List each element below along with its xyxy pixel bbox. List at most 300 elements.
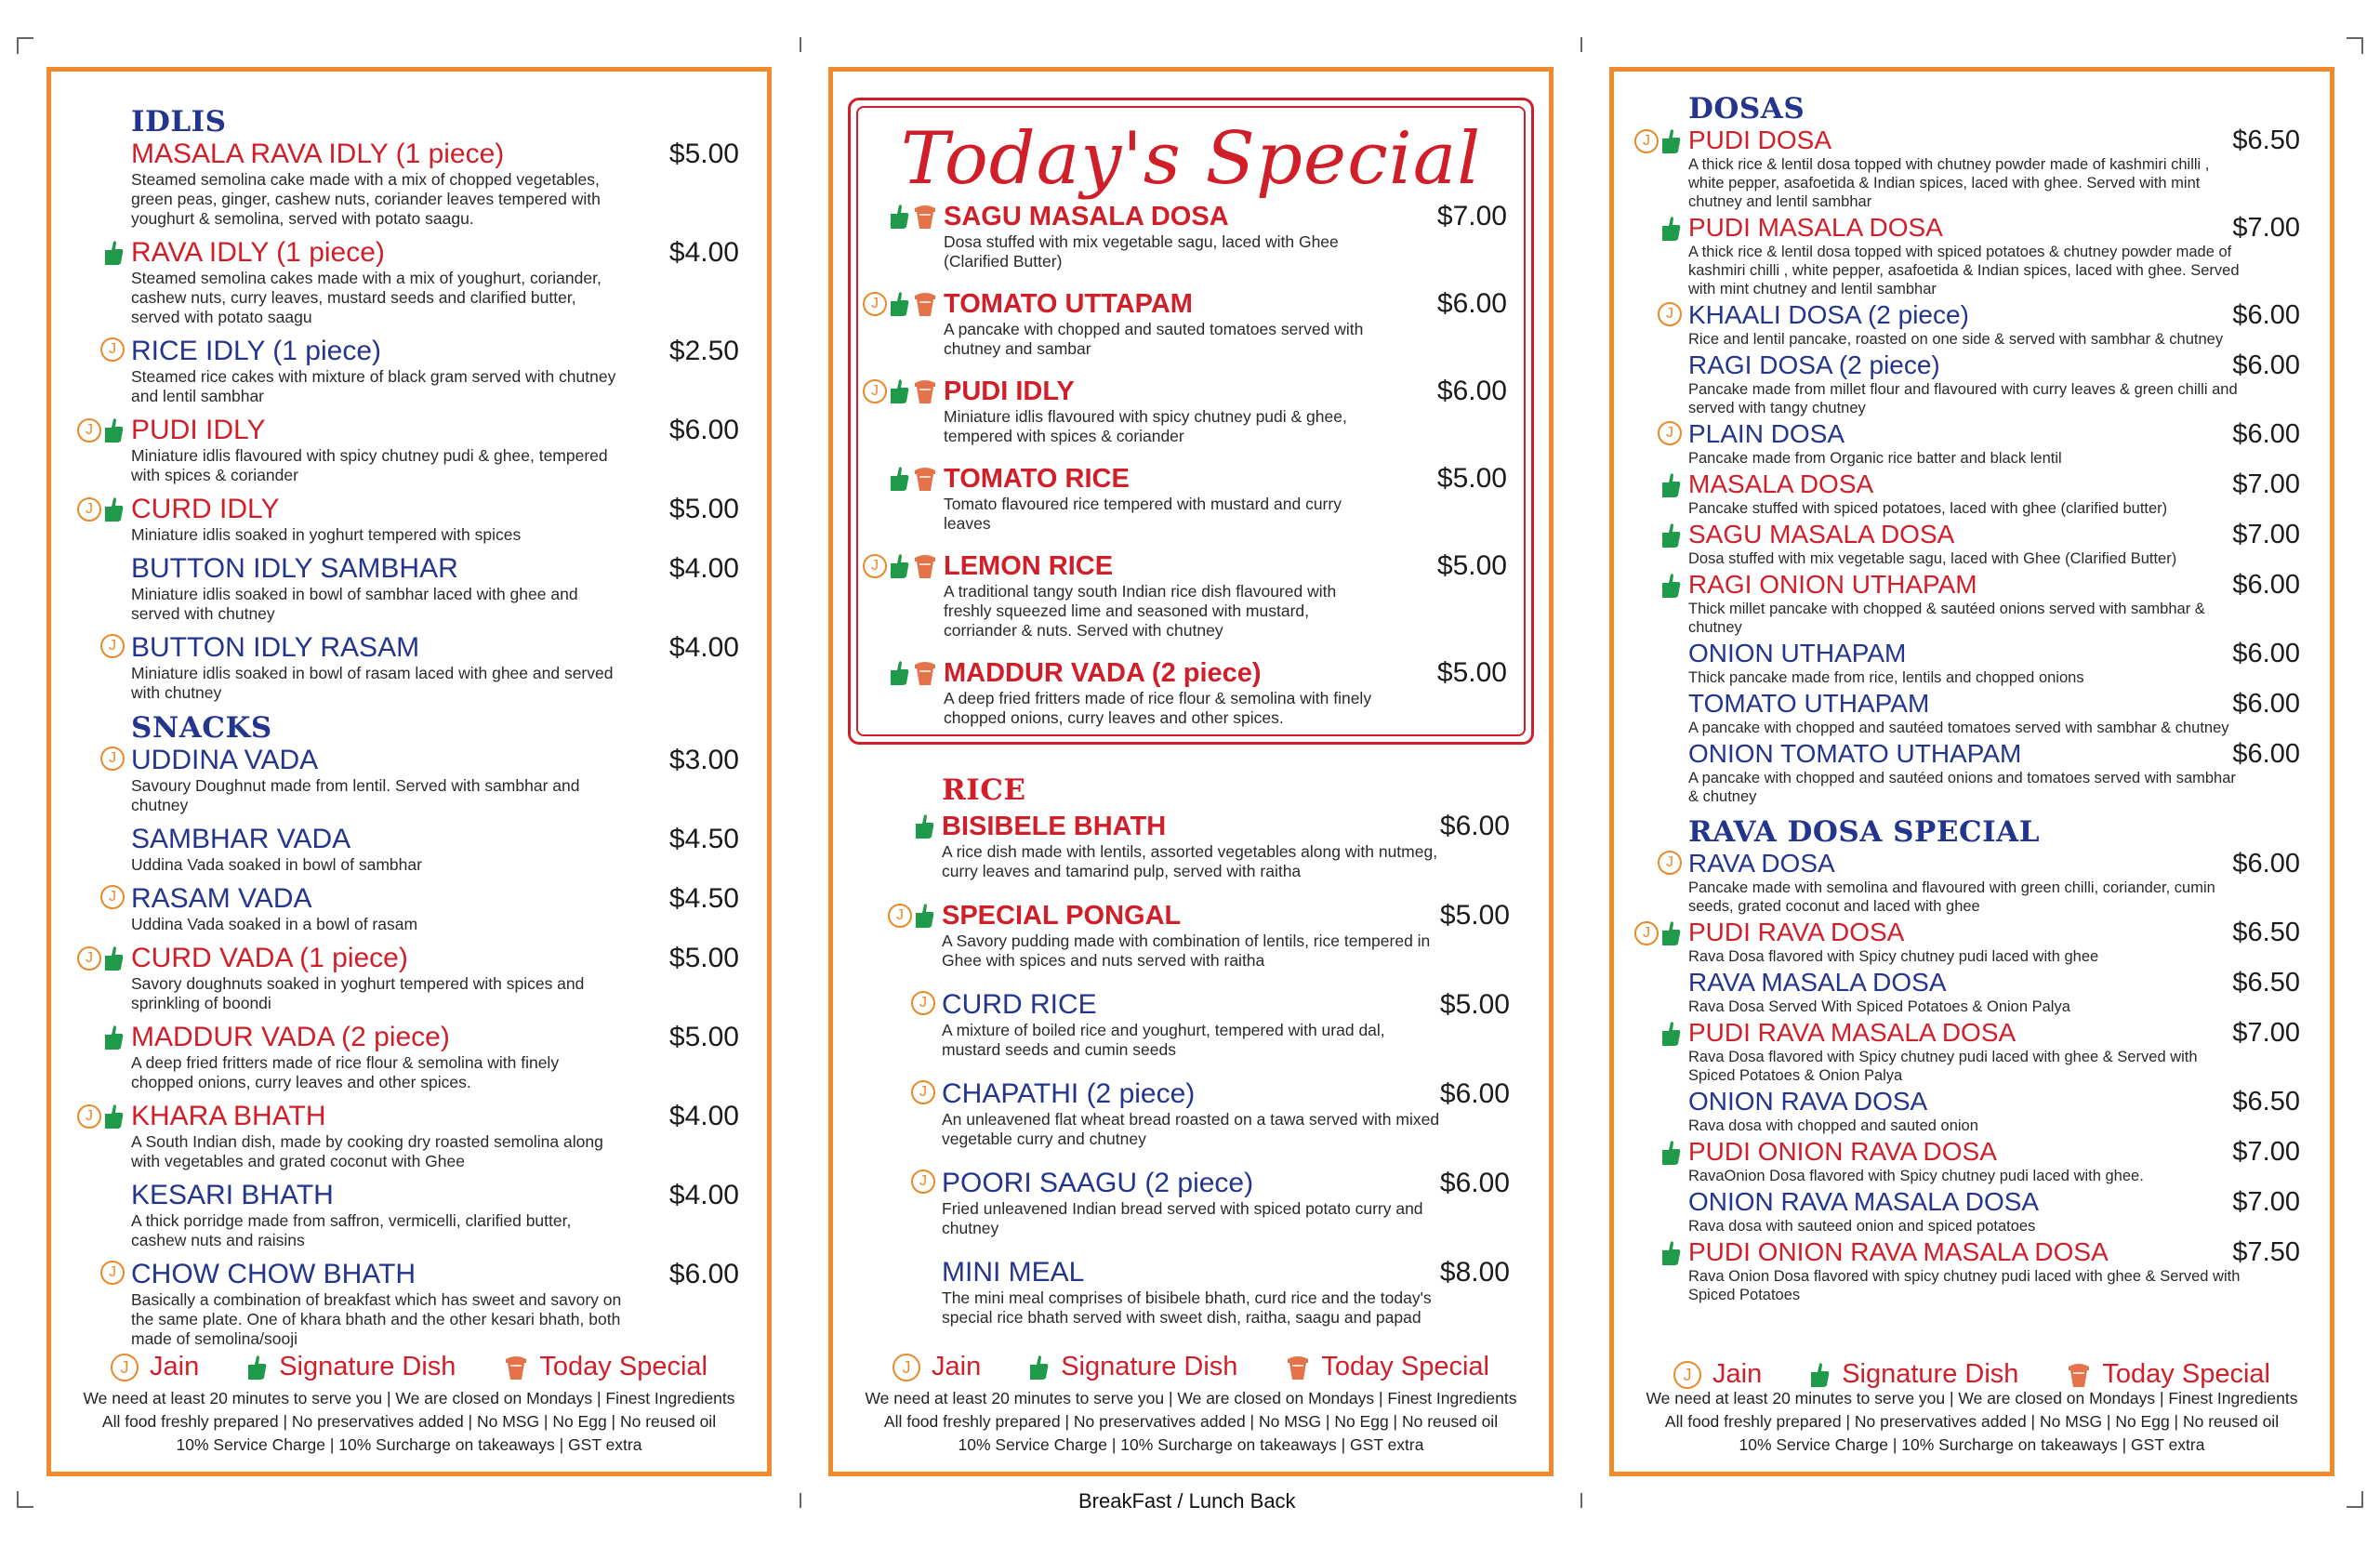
menu-item — [51, 943, 767, 1013]
item-icons — [1658, 851, 1682, 875]
menu-item — [833, 1257, 1549, 1328]
item-icons — [911, 1169, 935, 1194]
footer — [833, 1387, 1549, 1457]
item-name: MADDUR VADA (2 piece) — [131, 1022, 450, 1052]
thumbs-up-icon — [1661, 471, 1682, 499]
item-description: RavaOnion Dosa flavored with Spicy chutney pudi laced with ghee. — [1688, 1168, 2144, 1184]
item-price: $6.00 — [668, 1259, 739, 1289]
jain-icon: J — [1673, 1361, 1701, 1389]
panel-left-content — [51, 72, 767, 1472]
item-icons — [863, 377, 937, 405]
crop-mark — [1580, 37, 1582, 52]
item-name: CHOW CHOW BHATH — [131, 1259, 416, 1289]
item-price: $6.00 — [2232, 300, 2300, 330]
jain-icon: J — [888, 904, 912, 928]
menu-item — [51, 336, 767, 406]
menu-item — [1614, 126, 2330, 211]
jain-icon: J — [100, 1261, 125, 1285]
menu-item — [833, 1168, 1549, 1238]
item-description: A pancake with chopped and sautéed tomatoes served with sambhar & chutney — [1688, 720, 2229, 736]
item-name: PUDI RAVA MASALA DOSA — [1688, 1018, 2016, 1047]
item-name: MASALA RAVA IDLY (1 piece) — [131, 139, 505, 169]
menu-item — [51, 494, 767, 545]
section-title: SNACKS — [131, 711, 272, 745]
jain-icon: J — [863, 292, 887, 316]
legend-jain — [892, 1352, 981, 1382]
item-icons — [1661, 572, 1682, 600]
thumbs-up-icon — [1661, 1239, 1682, 1267]
cup-icon — [1286, 1354, 1310, 1381]
item-price: $6.00 — [2232, 689, 2300, 719]
item-description: Thick millet pancake with chopped & sautéed onions served with sambhar & chutney — [1688, 601, 2205, 636]
rice-section — [833, 773, 1549, 1346]
item-description: Miniature idlis flavoured with spicy chutney pudi & ghee, tempered with spices & coriander — [944, 407, 1347, 445]
thumbs-up-icon — [104, 1024, 125, 1051]
item-description: Pancake made from Organic rice batter and black lentil — [1688, 450, 2062, 467]
footer-line: All food freshly prepared | No preservatives added | No MSG | No Egg | No reused oil — [101, 1412, 717, 1431]
item-price: $6.00 — [1439, 1078, 1510, 1109]
menu-item — [1614, 1187, 2330, 1235]
crop-mark — [17, 37, 33, 39]
footer-line: 10% Service Charge | 10% Surcharge on takeaways | GST extra — [1739, 1435, 2205, 1454]
item-name: CURD IDLY — [131, 494, 280, 524]
menu-item — [1614, 849, 2330, 916]
thumbs-up-icon — [915, 902, 935, 930]
footer-line: All food freshly prepared | No preservatives added | No MSG | No Egg | No reused oil — [1664, 1412, 2280, 1431]
item-icons — [863, 552, 937, 580]
legend-jain-label: Jain — [1712, 1359, 1763, 1389]
item-description: Pancake made from millet flour and flavoured with curry leaves & green chilli and served with tangy chutney — [1688, 381, 2238, 416]
item-price: $6.50 — [2232, 968, 2300, 998]
footer-line: We need at least 20 minutes to serve you | We are closed on Mondays | Finest Ingredients — [865, 1389, 1517, 1407]
item-name: MADDUR VADA (2 piece) — [944, 658, 1262, 688]
item-description: Steamed semolina cakes made with a mix of youghurt, coriander, cashew nuts, curry leaves, mustard seeds and clarified butter, served with potato saagu — [131, 269, 602, 326]
todays-special-title: Today's Special — [900, 117, 1482, 201]
item-icons — [77, 496, 125, 523]
item-description: The mini meal comprises of bisibele bhath, curd rice and the today's special rice bhath served with sweet dish, raitha, saagu and papad — [942, 1288, 1432, 1327]
thumbs-up-icon — [1661, 919, 1682, 947]
thumbs-up-icon — [890, 377, 910, 405]
cup-icon — [913, 659, 937, 687]
item-price: $5.00 — [668, 139, 739, 169]
item-price: $7.00 — [2232, 1018, 2300, 1048]
item-description: A pancake with chopped and sauted tomatoes served with chutney and sambar — [944, 320, 1364, 358]
crop-mark — [800, 1493, 801, 1508]
menu-panel-left — [46, 67, 772, 1476]
item-icons — [1634, 919, 1682, 947]
item-icons — [77, 945, 125, 972]
menu-item — [851, 201, 1531, 271]
jain-icon: J — [863, 554, 887, 578]
item-description: A mixture of boiled rice and youghurt, tempered with urad dal, mustard seeds and cumin seeds — [942, 1021, 1385, 1059]
item-name: TOMATO UTHAPAM — [1688, 689, 1930, 718]
item-price: $6.50 — [2232, 126, 2300, 155]
item-name: PUDI MASALA DOSA — [1688, 213, 1943, 242]
item-description: Dosa stuffed with mix vegetable sagu, laced with Ghee (Clarified Butter) — [944, 232, 1339, 271]
menu-item — [833, 900, 1549, 971]
item-price: $2.50 — [668, 336, 739, 366]
item-description: Pancake made with semolina and flavoured with green chilli, coriander, cumin seeds, grated coconut and laced with ghee — [1688, 879, 2215, 915]
thumbs-up-icon — [104, 239, 125, 267]
jain-icon: J — [1634, 129, 1659, 153]
jain-icon: J — [863, 379, 887, 403]
menu-item — [1614, 1087, 2330, 1135]
item-price: $7.00 — [2232, 213, 2300, 243]
menu-item — [51, 824, 767, 875]
menu-item — [51, 139, 767, 229]
item-icons — [915, 813, 935, 840]
item-name: PUDI ONION RAVA DOSA — [1688, 1137, 1997, 1166]
thumbs-up-icon — [1661, 215, 1682, 243]
page-label: BreakFast / Lunch Back — [1078, 1489, 1296, 1513]
item-description: Miniature idlis soaked in bowl of sambhar laced with ghee and served with chutney — [131, 585, 578, 623]
menu-item — [51, 1180, 767, 1250]
item-description: Miniature idlis soaked in bowl of rasam laced with ghee and served with chutney — [131, 664, 614, 702]
item-icons — [100, 1261, 125, 1285]
legend-signature-label: Signature Dish — [1842, 1359, 2019, 1389]
legend-special-label: Today Special — [539, 1352, 707, 1381]
item-icons — [1661, 522, 1682, 549]
item-price: $6.00 — [1439, 1168, 1510, 1198]
item-name: ONION UTHAPAM — [1688, 639, 1907, 667]
legend — [51, 1352, 767, 1382]
item-price: $5.00 — [1439, 900, 1510, 931]
item-price: $5.00 — [1436, 463, 1507, 494]
item-price: $6.00 — [2232, 350, 2300, 380]
thumbs-up-icon — [915, 813, 935, 840]
item-icons — [911, 991, 935, 1015]
thumbs-up-icon — [1029, 1354, 1050, 1381]
cup-icon — [913, 552, 937, 580]
jain-icon: J — [1634, 921, 1659, 945]
item-icons — [100, 747, 125, 771]
item-price: $6.00 — [2232, 419, 2300, 449]
item-name: RAVA DOSA — [1688, 849, 1835, 878]
item-name: TOMATO UTTAPAM — [944, 289, 1193, 319]
footer-line: We need at least 20 minutes to serve you | We are closed on Mondays | Finest Ingredients — [83, 1389, 735, 1407]
crop-mark — [1580, 1493, 1582, 1508]
menu-item — [1614, 739, 2330, 806]
item-name: PUDI ONION RAVA MASALA DOSA — [1688, 1237, 2109, 1266]
item-icons — [1658, 421, 1682, 445]
jain-icon: J — [100, 885, 125, 909]
jain-icon: J — [1658, 851, 1682, 875]
item-description: Rava Dosa Served With Spiced Potatoes & Onion Palya — [1688, 998, 2070, 1015]
item-price: $6.00 — [668, 415, 739, 445]
item-name: SPECIAL PONGAL — [942, 901, 1182, 931]
legend-jain-label: Jain — [932, 1352, 982, 1381]
footer-line: All food freshly prepared | No preservatives added | No MSG | No Egg | No reused oil — [883, 1412, 1499, 1431]
crop-mark — [17, 1506, 33, 1508]
thumbs-up-icon — [104, 945, 125, 972]
item-description: A thick rice & lentil dosa topped with spiced potatoes & chutney powder made of kashmiri chilli , white pepper, asafoetida & Indian spices, laced with ghee. Served with mint chutney and lentil sambhar — [1688, 244, 2240, 297]
section-title: DOSAS — [1688, 92, 1805, 126]
item-name: KESARI BHATH — [131, 1180, 334, 1210]
thumbs-up-icon — [1661, 127, 1682, 155]
item-description: A rice dish made with lentils, assorted vegetables along with nutmeg, curry leaves and tamarind pulp, served with raitha — [942, 842, 1438, 880]
jain-icon: J — [77, 1104, 101, 1129]
thumbs-up-icon — [1810, 1361, 1831, 1389]
item-price: $6.00 — [2232, 739, 2300, 769]
item-icons — [104, 1024, 125, 1051]
menu-item — [51, 553, 767, 624]
menu-item — [1614, 520, 2330, 568]
menu-item — [1614, 350, 2330, 417]
thumbs-up-icon — [890, 290, 910, 318]
item-description: A deep fried fritters made of rice flour & semolina with finely chopped onions, curry leaves and other spices. — [131, 1053, 560, 1091]
menu-item — [833, 989, 1549, 1060]
menu-item — [833, 1078, 1549, 1149]
menu-item — [1614, 300, 2330, 349]
item-name: ONION RAVA DOSA — [1688, 1087, 1928, 1116]
legend-special — [504, 1352, 707, 1382]
menu-item — [51, 415, 767, 485]
jain-icon: J — [100, 337, 125, 362]
crop-mark — [17, 1491, 19, 1508]
menu-item — [1614, 213, 2330, 298]
item-price: $4.00 — [668, 553, 739, 584]
cup-icon — [2067, 1361, 2091, 1389]
item-price: $6.00 — [2232, 639, 2300, 668]
menu-item — [51, 1259, 767, 1349]
legend-jain-label: Jain — [150, 1352, 200, 1381]
item-price: $6.50 — [2232, 918, 2300, 947]
item-icons — [888, 902, 935, 930]
item-name: PUDI IDLY — [131, 415, 266, 445]
thumbs-up-icon — [1661, 1020, 1682, 1048]
jain-icon: J — [911, 1080, 935, 1104]
menu-item — [1614, 419, 2330, 468]
panel-right-content — [1614, 72, 2330, 1472]
item-name: SAMBHAR VADA — [131, 824, 351, 854]
menu-panel-right — [1609, 67, 2334, 1476]
item-description: A pancake with chopped and sautéed onions and tomatoes served with sambhar & chutney — [1688, 770, 2236, 805]
legend — [1614, 1359, 2330, 1390]
item-price: $8.00 — [1439, 1257, 1510, 1288]
cup-icon — [504, 1354, 528, 1381]
item-description: Uddina Vada soaked in bowl of sambhar — [131, 855, 422, 874]
item-icons — [100, 337, 125, 362]
item-price: $6.00 — [2232, 570, 2300, 600]
menu-item — [851, 657, 1531, 728]
item-icons — [1658, 302, 1682, 326]
item-price: $6.00 — [2232, 849, 2300, 879]
jain-icon: J — [77, 946, 101, 971]
item-name: KHARA BHATH — [131, 1101, 326, 1131]
item-price: $7.00 — [2232, 520, 2300, 549]
item-icons — [911, 1080, 935, 1104]
cup-icon — [913, 203, 937, 231]
item-description: Thick pancake made from rice, lentils and chopped onions — [1688, 669, 2084, 686]
jain-icon: J — [77, 418, 101, 443]
thumbs-up-icon — [104, 1103, 125, 1130]
item-name: CURD RICE — [942, 989, 1097, 1020]
item-price: $5.00 — [668, 494, 739, 524]
item-description: Dosa stuffed with mix vegetable sagu, laced with Ghee (Clarified Butter) — [1688, 550, 2177, 567]
menu-item — [51, 632, 767, 703]
menu-panel-center — [828, 67, 1554, 1476]
item-description: A South Indian dish, made by cooking dry roasted semolina along with vegetables and grated coconut with Ghee — [131, 1132, 603, 1170]
footer — [51, 1387, 767, 1457]
item-name: SAGU MASALA DOSA — [1688, 520, 1955, 548]
item-name: PLAIN DOSA — [1688, 419, 1845, 448]
item-description: Basically a combination of breakfast which has sweet and savory on the same plate. One of khara bhath and the other kesari bhath, both made of semolina/sooji — [131, 1290, 622, 1348]
item-name: ONION RAVA MASALA DOSA — [1688, 1187, 2040, 1216]
item-price: $5.00 — [1436, 550, 1507, 581]
jain-icon: J — [111, 1354, 139, 1381]
item-name: CHAPATHI (2 piece) — [942, 1078, 1196, 1109]
item-name: KHAALI DOSA (2 piece) — [1688, 300, 1969, 329]
item-icons — [104, 239, 125, 267]
item-price: $7.00 — [2232, 1187, 2300, 1217]
item-description: Savory doughnuts soaked in yoghurt tempered with spices and sprinkling of boondi — [131, 974, 585, 1012]
thumbs-up-icon — [104, 496, 125, 523]
menu-item — [1614, 570, 2330, 637]
legend-jain — [1673, 1359, 1762, 1390]
item-description: A thick rice & lentil dosa topped with chutney powder made of kashmiri chilli , white pepper, asafoetida & Indian spices, laced with ghee. Served with mint chutney and lentil sambhar — [1688, 156, 2210, 210]
item-icons — [100, 885, 125, 909]
item-description: Rava dosa with chopped and sauted onion — [1688, 1117, 1978, 1134]
item-price: $5.00 — [1439, 989, 1510, 1020]
jain-icon: J — [100, 747, 125, 771]
item-description: Rava dosa with sauteed onion and spiced potatoes — [1688, 1218, 2036, 1235]
legend-signature-label: Signature Dish — [1061, 1352, 1238, 1381]
section-title: RAVA DOSA SPECIAL — [1688, 815, 2041, 849]
cup-icon — [913, 290, 937, 318]
legend-special — [1286, 1352, 1489, 1382]
legend-special — [2067, 1359, 2270, 1390]
item-price: $4.00 — [668, 1180, 739, 1210]
item-name: BISIBELE BHATH — [942, 812, 1167, 841]
item-icons — [77, 416, 125, 444]
item-description: Steamed rice cakes with mixture of black gram served with chutney and lentil sambhar — [131, 367, 616, 405]
item-name: PUDI DOSA — [1688, 126, 1832, 154]
item-name: MINI MEAL — [942, 1257, 1085, 1288]
legend — [833, 1352, 1549, 1382]
footer-line: We need at least 20 minutes to serve you | We are closed on Mondays | Finest Ingredients — [1646, 1389, 2298, 1407]
item-description: A Savory pudding made with combination of lentils, rice tempered in Ghee with spices and nuts served with raitha — [942, 932, 1431, 970]
jain-icon: J — [892, 1354, 920, 1381]
thumbs-up-icon — [1661, 1139, 1682, 1167]
item-price: $3.00 — [668, 745, 739, 775]
menu-item — [1614, 639, 2330, 687]
legend-special-label: Today Special — [1321, 1352, 1489, 1381]
item-name: CURD VADA (1 piece) — [131, 943, 408, 973]
footer-line: 10% Service Charge | 10% Surcharge on takeaways | GST extra — [176, 1435, 642, 1454]
thumbs-up-icon — [1661, 522, 1682, 549]
item-icons — [890, 465, 937, 493]
item-price: $4.50 — [668, 824, 739, 854]
item-icons — [77, 1103, 125, 1130]
item-icons — [890, 203, 937, 231]
thumbs-up-icon — [890, 552, 910, 580]
crop-mark — [2361, 1491, 2363, 1508]
legend-jain — [111, 1352, 199, 1382]
item-price: $5.00 — [668, 943, 739, 973]
item-price: $6.00 — [1436, 376, 1507, 406]
footer — [1614, 1387, 2330, 1457]
crop-mark — [17, 37, 19, 54]
footer-line: 10% Service Charge | 10% Surcharge on takeaways | GST extra — [958, 1435, 1424, 1454]
legend-signature — [1810, 1359, 2018, 1390]
menu-item — [1614, 469, 2330, 518]
menu-item — [1614, 689, 2330, 737]
cup-icon — [913, 377, 937, 405]
item-description: Fried unleavened Indian bread served with spiced potato curry and chutney — [942, 1199, 1423, 1237]
item-price: $6.00 — [1436, 288, 1507, 319]
item-description: Rice and lentil pancake, roasted on one side & served with sambhar & chutney — [1688, 331, 2224, 348]
item-description: Pancake stuffed with spiced potatoes, laced with ghee (clarified butter) — [1688, 500, 2168, 517]
item-price: $4.00 — [668, 237, 739, 268]
item-icons — [1661, 471, 1682, 499]
item-price: $6.00 — [1439, 811, 1510, 841]
item-name: ONION TOMATO UTHAPAM — [1688, 739, 2022, 768]
jain-icon: J — [1658, 302, 1682, 326]
section-title: RICE — [942, 773, 1026, 807]
item-icons — [1634, 127, 1682, 155]
item-price: $7.00 — [2232, 469, 2300, 499]
legend-signature-label: Signature Dish — [279, 1352, 456, 1381]
menu-item — [851, 376, 1531, 446]
item-price: $4.00 — [668, 1101, 739, 1131]
item-icons — [100, 634, 125, 658]
menu-item — [51, 1101, 767, 1171]
thumbs-up-icon — [890, 203, 910, 231]
jain-icon: J — [77, 497, 101, 522]
crop-mark — [800, 37, 801, 52]
item-name: RAVA MASALA DOSA — [1688, 968, 1947, 997]
item-description: Rava Dosa flavored with Spicy chutney pudi laced with ghee & Served with Spiced Potatoes & Onion Palya — [1688, 1049, 2198, 1084]
item-icons — [863, 290, 937, 318]
menu-item — [51, 883, 767, 934]
todays-special-box — [848, 98, 1534, 745]
menu-item — [833, 811, 1549, 881]
item-name: MASALA DOSA — [1688, 469, 1874, 498]
item-description: Tomato flavoured rice tempered with mustard and curry leaves — [944, 495, 1342, 533]
item-name: TOMATO RICE — [944, 464, 1130, 494]
item-price: $7.00 — [2232, 1137, 2300, 1167]
thumbs-up-icon — [890, 465, 910, 493]
item-icons — [890, 659, 937, 687]
item-icons — [1661, 1020, 1682, 1048]
thumbs-up-icon — [1661, 572, 1682, 600]
jain-icon: J — [911, 1169, 935, 1194]
item-description: A thick porridge made from saffron, vermicelli, clarified butter, cashew nuts and raisins — [131, 1211, 572, 1249]
legend-signature — [1029, 1352, 1237, 1382]
legend-signature — [247, 1352, 456, 1382]
item-description: Rava Dosa flavored with Spicy chutney pudi laced with ghee — [1688, 948, 2099, 965]
cup-icon — [913, 465, 937, 493]
menu-item — [851, 288, 1531, 359]
item-price: $4.50 — [668, 883, 739, 914]
item-name: UDDINA VADA — [131, 745, 319, 775]
item-price: $7.00 — [1436, 201, 1507, 231]
legend-special-label: Today Special — [2102, 1359, 2270, 1389]
jain-icon: J — [911, 991, 935, 1015]
item-name: BUTTON IDLY SAMBHAR — [131, 553, 458, 584]
item-name: RAVA IDLY (1 piece) — [131, 237, 385, 268]
item-description: Miniature idlis flavoured with spicy chutney pudi & ghee, tempered with spices & coriander — [131, 446, 608, 484]
item-name: LEMON RICE — [944, 551, 1114, 581]
menu-item — [851, 550, 1531, 641]
item-icons — [1661, 1139, 1682, 1167]
thumbs-up-icon — [247, 1354, 268, 1381]
thumbs-up-icon — [890, 659, 910, 687]
item-name: RASAM VADA — [131, 883, 312, 914]
item-price: $5.00 — [668, 1022, 739, 1052]
menu-item — [1614, 1018, 2330, 1085]
section-title: IDLIS — [131, 105, 227, 139]
